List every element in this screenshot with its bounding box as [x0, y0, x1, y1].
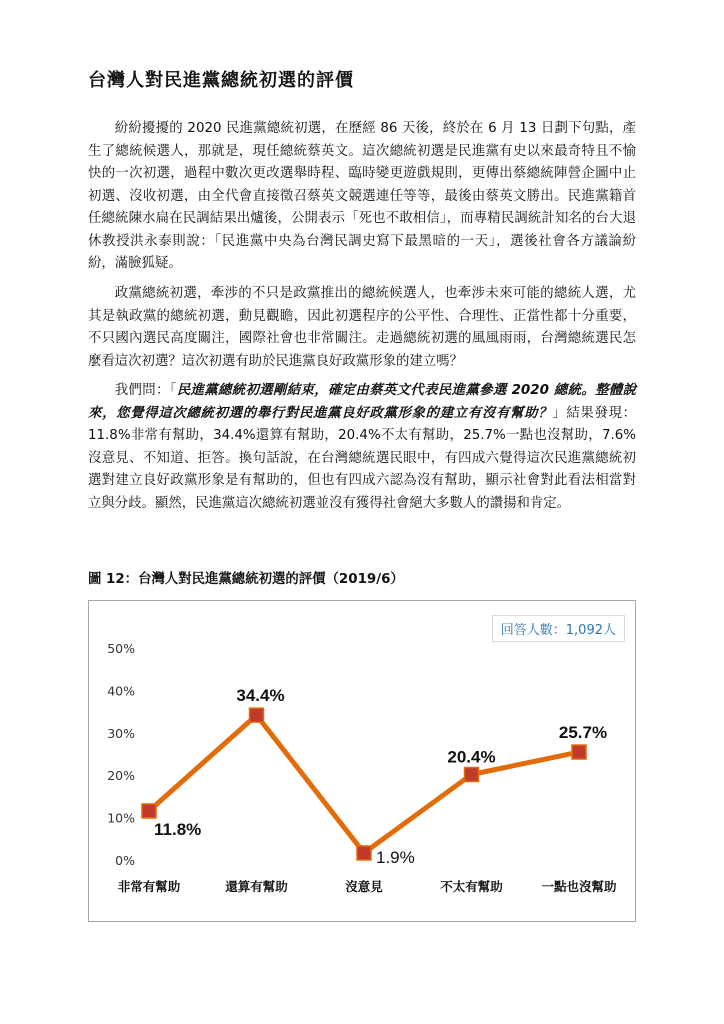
- data-label: 25.7%: [558, 723, 608, 743]
- x-tick-label: 非常有幫助: [117, 879, 181, 894]
- data-label: 34.4%: [236, 686, 285, 706]
- data-point: [142, 804, 156, 818]
- data-label: 11.8%: [154, 819, 202, 839]
- respondents-badge: 回答人數：1,092人: [492, 615, 625, 642]
- y-tick-label: 10%: [107, 810, 135, 826]
- y-tick-label: 20%: [107, 768, 135, 784]
- paragraph-1: 紛紛擾擾的 2020 民進黨總統初選，在歷經 86 天後，終於在 6 月 13 日劃下句點，產生了總統候選人，那就是，現任總統蔡英文。這次總統初選是民進黨有史以來最奇特且不愉快的一次初選，過程中數次更改選舉時程、臨時變更遊戲規則，更傳出蔡總統陣營企圖中止初選、沒收初選，由全代會直接徵召蔡英文競選連任等等，最後由蔡英文勝出。民進黨籍首任總統陳水扁在民調結果出爐後，公開表示「死也不敢相信」，而專精民調統計知名的台大退休教授洪永泰則說：「民進黨中央為台灣民調史寫下最黑暗的一天」，選後社會各方議論紛紛，滿臉狐疑。: [88, 121, 636, 271]
- y-tick-label: 50%: [107, 641, 135, 656]
- survey-question: 民進黨總統初選剛結束，確定由蔡英文代表民進黨參選 2020 總統。整體說來，您覺得這次總統初選的舉行對民進黨良好政黨形象的建立有沒有幫助？: [88, 383, 636, 421]
- data-label: 1.9%: [376, 847, 415, 867]
- data-label: 20.4%: [447, 747, 496, 767]
- paragraph-2: 政黨總統初選，牽涉的不只是政黨推出的總統候選人，也牽涉未來可能的總統人選，尤其是執政黨的總統初選，動見觀瞻，因此初選程序的公平性、合理性、正當性都十分重要，不只國內選民高度關注，國際社會也非常關注。走過總統初選的風風雨雨，台灣總統選民怎麼看這次初選？這次初選有助於民進黨良好政黨形象的建立嗎？: [88, 286, 636, 369]
- paragraph-3-lead: 我們問：「: [114, 383, 177, 398]
- y-tick-label: 0%: [115, 853, 135, 868]
- document-title: 台灣人對民進黨總統初選的評價: [88, 70, 354, 91]
- data-point: [357, 846, 371, 860]
- series-line: [149, 715, 579, 853]
- data-point: [572, 745, 586, 759]
- y-tick-label: 30%: [107, 725, 135, 741]
- chart-container: [88, 600, 636, 922]
- paragraph-3-results: 」結果發現：11.8%非常有幫助，34.4%還算有幫助，20.4%不太有幫助，25.7%一點也沒幫助，7.6%沒意見、不知道、拒答。換句話說，在台灣總統選民眼中，有四成六覺得這次民進黨總統初選對建立良好政黨形象是有幫助的，但也有四成六認為沒有幫助，顯示社會對此看法相當對立與分歧。顯然，民進黨這次總統初選並沒有獲得社會絕大多數人的讚揚和肯定。: [88, 405, 636, 511]
- x-tick-label: 還算有幫助: [225, 879, 288, 894]
- data-point: [465, 768, 479, 782]
- paragraph-3: [88, 380, 636, 515]
- y-tick-label: 40%: [107, 683, 135, 699]
- figure-caption: 圖 12：台灣人對民進黨總統初選的評價（2019/6）: [88, 572, 404, 587]
- line-chart: [89, 601, 637, 923]
- data-point: [250, 708, 264, 722]
- x-tick-label: 沒意見: [345, 879, 383, 894]
- x-tick-label: 一點也沒幫助: [541, 879, 617, 894]
- x-tick-label: 不太有幫助: [440, 879, 503, 894]
